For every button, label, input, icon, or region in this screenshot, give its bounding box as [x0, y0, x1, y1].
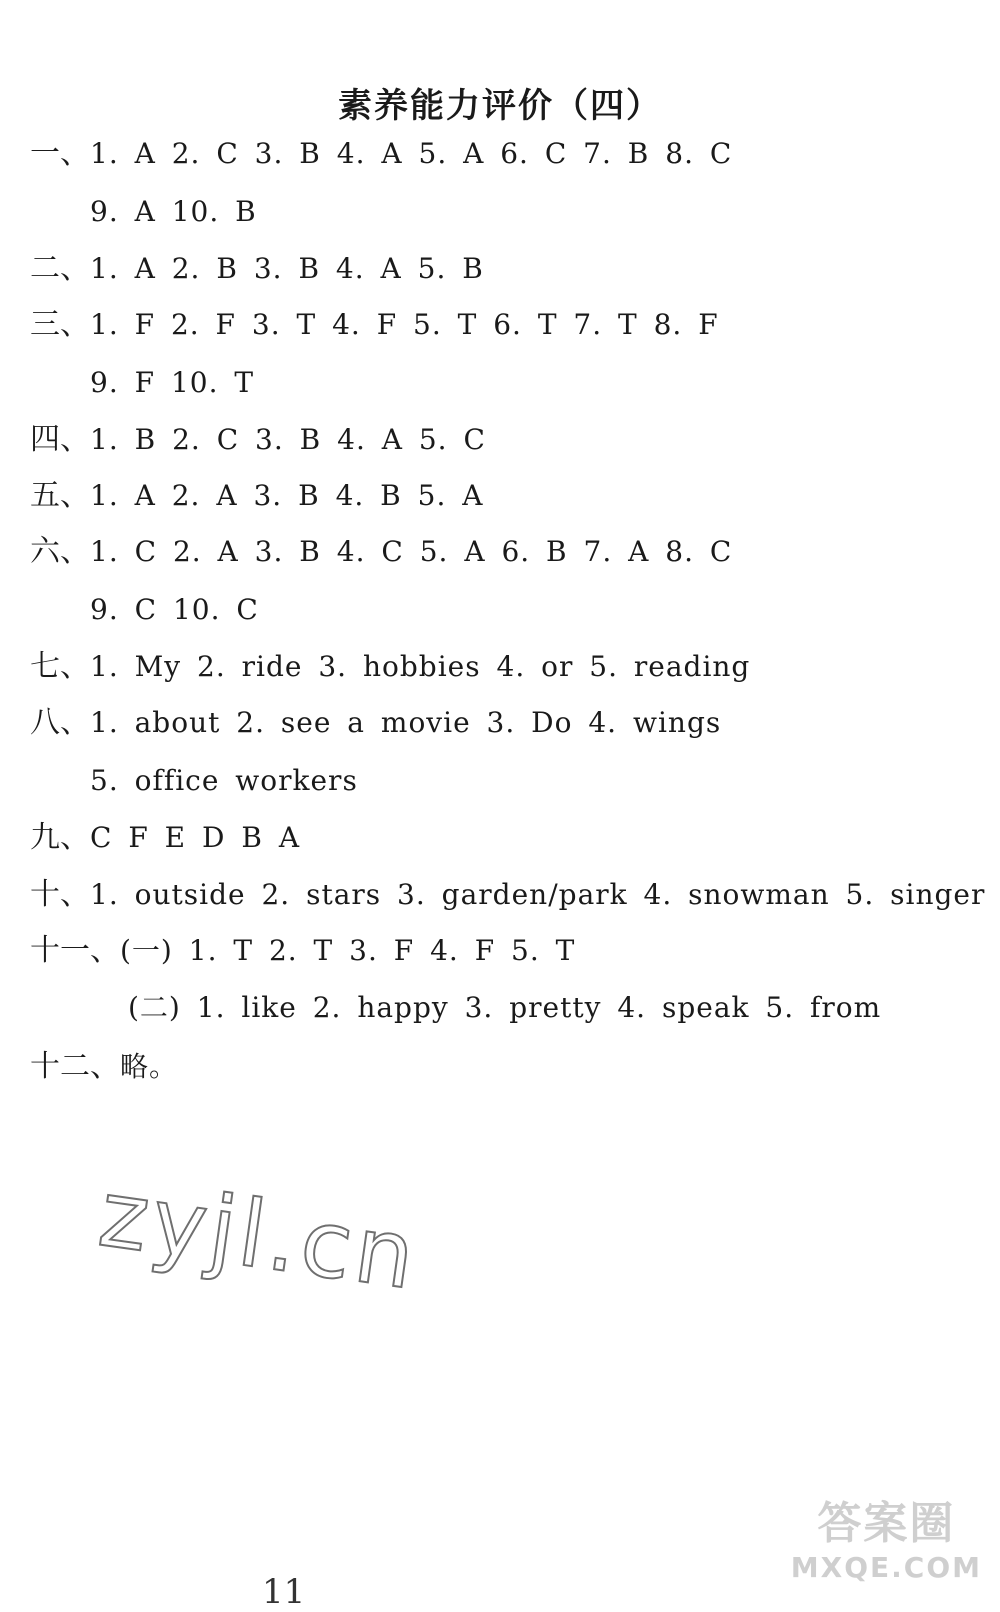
page-title: 素养能力评价（四） [338, 86, 662, 126]
answer-line-8 [30, 532, 732, 572]
answer-text: 1. outside 2. stars 3. garden/park 4. snowman 5. singer [90, 878, 986, 911]
answer-text: 1. A 2. B 3. B 4. A 5. B [90, 252, 484, 285]
answer-line-6 [30, 420, 486, 460]
answer-text: 1. B 2. C 3. B 4. A 5. C [90, 423, 486, 456]
section-number: 二、 [30, 251, 90, 286]
answer-text: 略。 [120, 1050, 179, 1083]
answer-text: 9. A 10. B [90, 195, 257, 228]
answer-line-12 [90, 761, 358, 801]
section-number: 五、 [30, 478, 90, 513]
section-number: 十、 [30, 877, 90, 912]
watermark-zyjl: zyjl.cn [93, 1160, 425, 1311]
answer-line-11 [30, 703, 721, 743]
section-number: 八、 [30, 705, 90, 740]
answer-text: 1. A 2. C 3. B 4. A 5. A 6. C 7. B 8. C [90, 137, 733, 170]
answer-text: 1. My 2. ride 3. hobbies 4. or 5. reading [90, 650, 751, 683]
answer-text: 1. about 2. see a movie 3. Do 4. wings [90, 706, 722, 739]
section-number: 十二、 [30, 1049, 120, 1084]
section-number: 九、 [30, 820, 90, 855]
answer-line-13 [30, 818, 300, 858]
answer-text: (一) 1. T 2. T 3. F 4. F 5. T [120, 934, 576, 967]
answer-line-9 [90, 590, 259, 630]
answer-line-16 [128, 988, 881, 1028]
answer-line-1 [30, 134, 732, 174]
watermark-mxqe [791, 1487, 982, 1584]
watermark-brand: 答案圈 [817, 1498, 956, 1549]
answer-line-14 [30, 875, 985, 915]
answer-text: C F E D B A [90, 821, 301, 854]
answer-text: 1. A 2. A 3. B 4. B 5. A [90, 479, 484, 512]
answer-line-17 [30, 1047, 178, 1087]
answer-text: 1. C 2. A 3. B 4. C 5. A 6. B 7. A 8. C [90, 535, 733, 568]
section-number: 三、 [30, 307, 90, 342]
section-number: 一、 [30, 136, 90, 171]
answer-text: 9. F 10. T [90, 366, 255, 399]
section-number: 七、 [30, 649, 90, 684]
answer-line-10 [30, 647, 750, 687]
answer-line-4 [30, 305, 719, 345]
section-number: 十一、 [30, 933, 120, 968]
answer-line-2 [90, 192, 257, 232]
watermark-url: MXQE.COM [790, 1551, 982, 1584]
answer-text: 5. office workers [90, 764, 358, 797]
answer-text: 9. C 10. C [90, 593, 259, 626]
section-number: 四、 [30, 422, 90, 457]
answer-text: (二) 1. like 2. happy 3. pretty 4. speak 5. from [128, 991, 882, 1024]
answer-line-3 [30, 249, 484, 289]
answer-line-5 [90, 363, 254, 403]
answer-text: 1. F 2. F 3. T 4. F 5. T 6. T 7. T 8. F [90, 308, 719, 341]
section-number: 六、 [30, 534, 90, 569]
answer-line-7 [30, 476, 484, 516]
answer-line-15 [30, 931, 575, 971]
page-number: 11 [262, 1572, 306, 1612]
